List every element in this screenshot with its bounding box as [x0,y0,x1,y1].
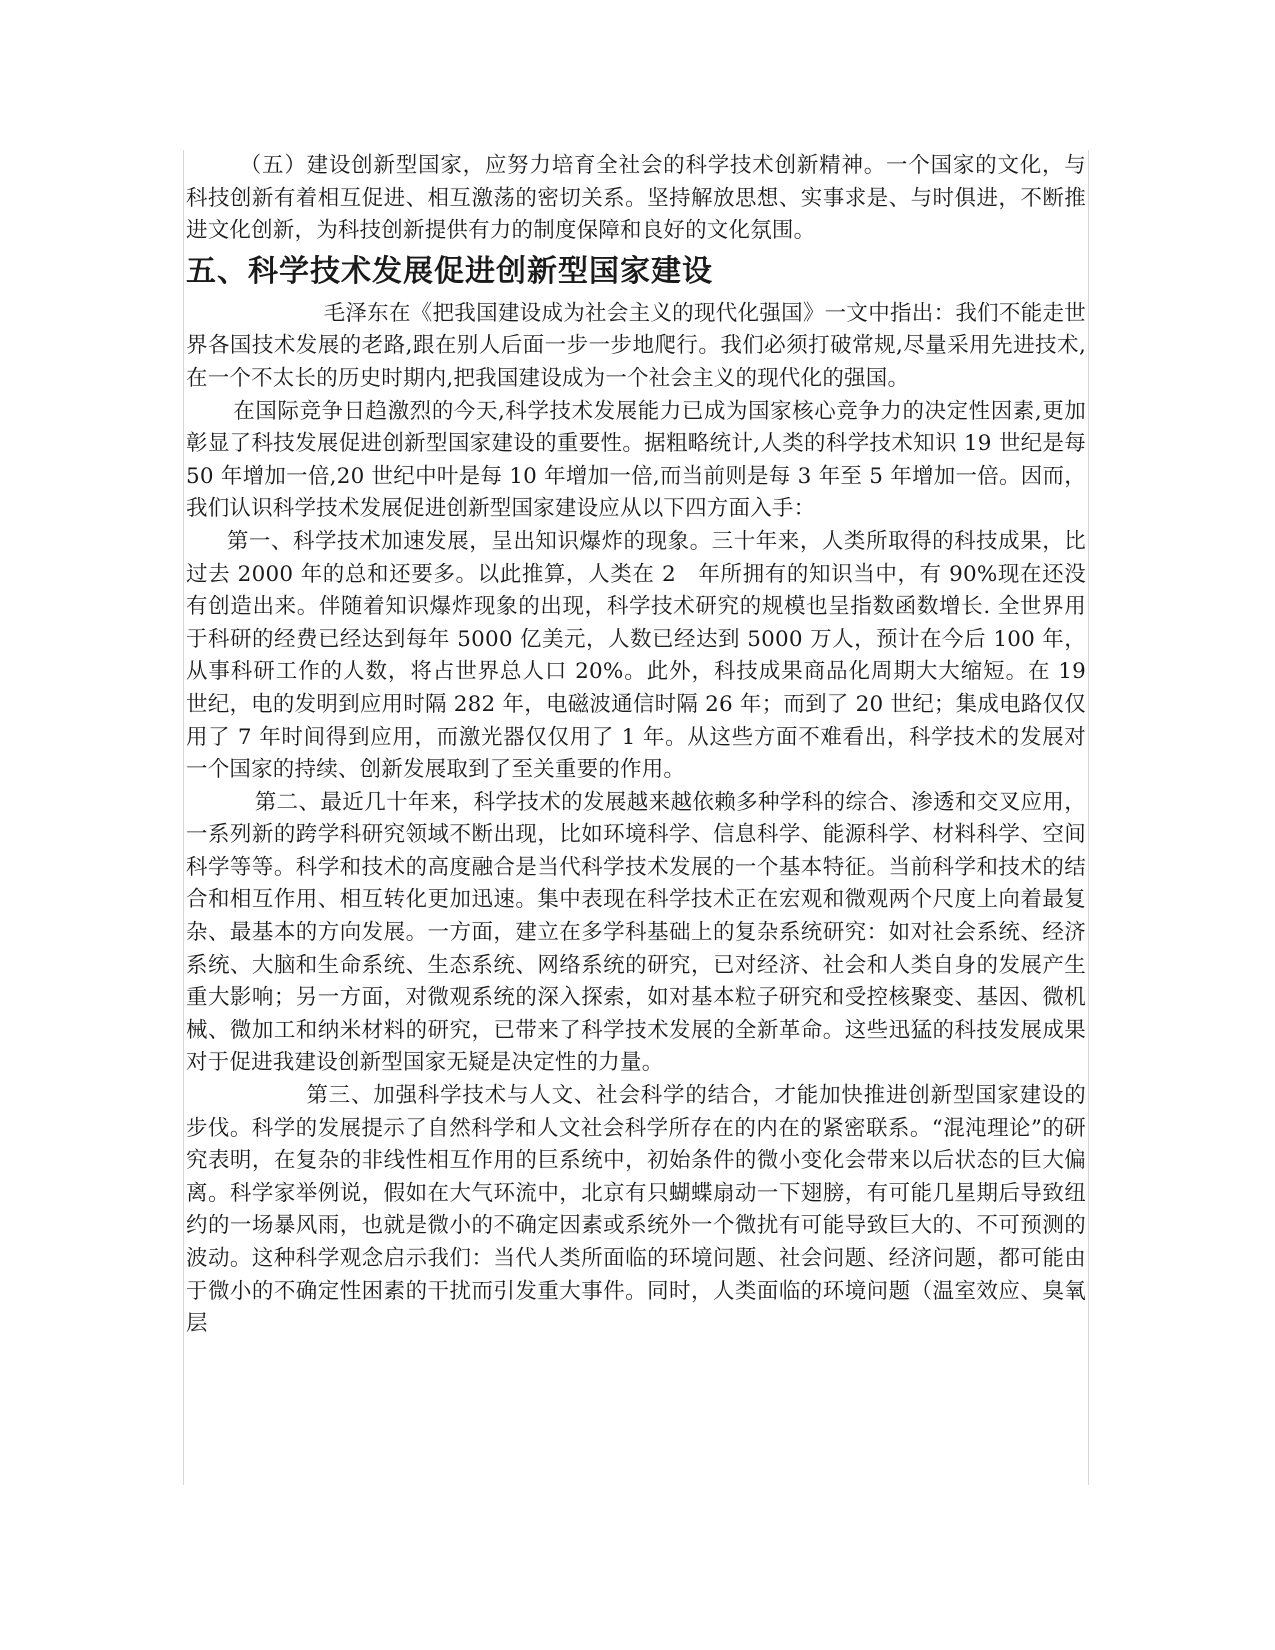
paragraph-third-point: 第三、加强科学技术与人文、社会科学的结合，才能加快推进创新型国家建设的步伐。科学的发展提示了自然科学和人文社会科学所存在的内在的紧密联系。“混沌理论”的研究表明，在复杂的非线性相互作用的巨系统中，初始条件的微小变化会带来以后状态的巨大偏离。科学家举例说，假如在大气环流中，北京有只蝴蝶扇动一下翅膀，有可能几星期后导致纽约的一场暴风雨，也就是微小的不确定因素或系统外一个微扰有可能导致巨大的、不可预测的波动。这种科学观念启示我们：当代人类所面临的环境问题、社会问题、经济问题，都可能由于微小的不确定性困素的干扰而引发重大事件。同时，人类面临的环境问题（温室效应、臭氧层 [186,1083,1086,1337]
paragraph-second-point: 第二、最近几十年来，科学技术的发展越来越依赖多种学科的综合、渗透和交叉应用，一系列新的跨学科研究领域不断出现，比如环境科学、信息科学、能源科学、材料科学、空间科学等等。科学和技术的高度融合是当代科学技术发展的一个基本特征。当前科学和技术的结合和相互作用、相互转化更加迅速。集中表现在科学技术正在宏观和微观两个尺度上向着最复杂、最基本的方向发展。一方面，建立在多学科基础上的复杂系统研究：如对社会系统、经济系统、大脑和生命系统、生态系统、网络系统的研究，已对经济、社会和人类自身的发展产生重大影响；另一方面，对微观系统的深入探索，如对基本粒子研究和受控核聚变、基因、微机械、微加工和纳米材料的研究，已带来了科学技术发展的全新革命。这些迅猛的科技发展成果对于促进我建设创新型国家无疑是决定性的力量。 [186,789,1086,1076]
section-heading: 五、科学技术发展促进创新型国家建设 [186,253,713,289]
paragraph-international-competition: 在国际竞争日趋激烈的今天,科学技术发展能力已成为国家核心竞争力的决定性因素,更加彰显了科技发展促进创新型国家建设的重要性。据粗略统计,人类的科学技术知识 19 世纪是每 50 年增加一倍,20 世纪中叶是每 10 年增加一倍,而当前则是每 3 年至 5 年增加一倍。因而，我们认识科学技术发展促进创新型国家建设应从以下四方面入手： [186,398,1086,522]
paragraph-mao-quote: 毛泽东在《把我国建设成为社会主义的现代化强国》一文中指出：我们不能走世界各国技术发展的老路,跟在别人后面一步一步地爬行。我们必须打破常规,尽量采用先进技术,在一个不太长的历史时期内,把我国建设成为一个社会主义的现代化的强国。 [186,300,1086,391]
paragraph-culture-innovation: （五）建设创新型国家，应努力培育全社会的科学技术创新精神。一个国家的文化，与科技创新有着相互促进、相互激荡的密切关系。坚持解放思想、实事求是、与时俱进，不断推进文化创新，为科技创新提供有力的制度保障和良好的文化氛围。 [186,153,1086,244]
paragraph-first-point: 第一、科学技术加速发展，呈出知识爆炸的现象。三十年来，人类所取得的科技成果，比过去 2000 年的总和还要多。以此推算，人类在 2 年所拥有的知识当中，有 90%现在还没有创造出来。伴随着知识爆炸现象的出现，科学技术研究的规模也呈指数函数增长. 全世界用于科研的经费已经达到每年 5000 亿美元，人数已经达到 5000 万人，预计在今后 100 年，从事科研工作的人数，将占世界总人口 20%。此外，科技成果商品化周期大大缩短。在 19 世纪，电的发明到应用时隔 282 年，电磁波通信时隔 26 年；而到了 20 世纪；集成电路仅仅用了 7 年时间得到应用，而激光器仅仅用了 1 年。从这些方面不难看出，科学技术的发展对一个国家的持续、创新发展取到了至关重要的作用。 [186,528,1086,783]
text-column [183,150,1089,1485]
